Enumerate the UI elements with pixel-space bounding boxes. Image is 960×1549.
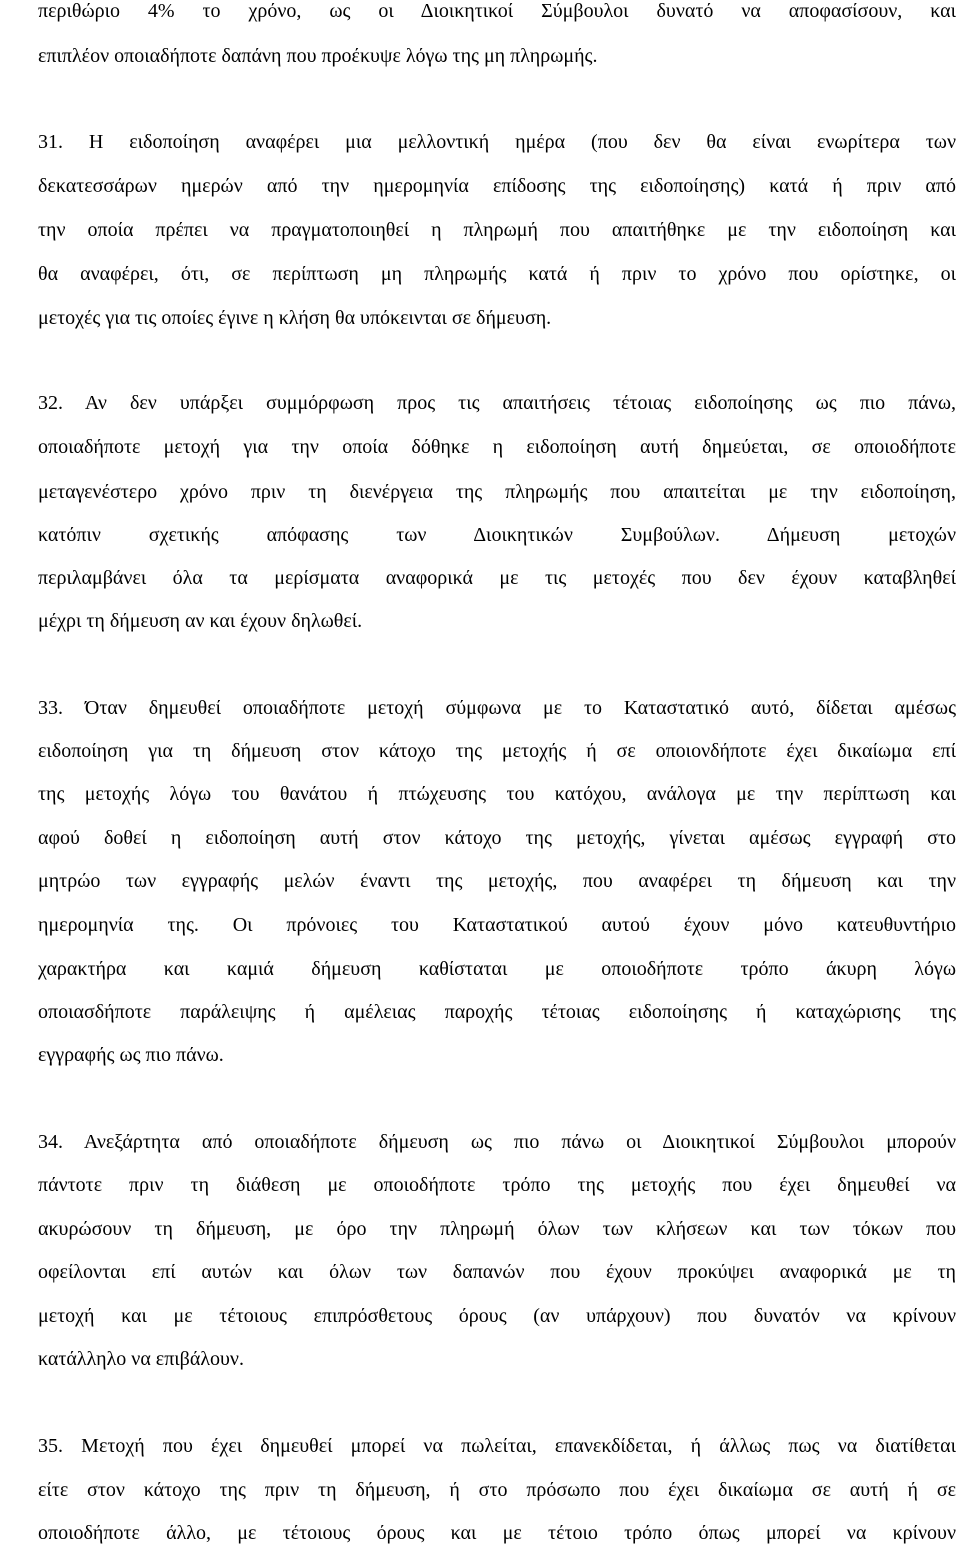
text-line: επιπλέον οποιαδήποτε δαπάνη που προέκυψε λόγω της μη πληρωμής. (38, 45, 598, 67)
text-line: θα αναφέρει, ότι, σε περίπτωση μη πληρωμής κατά ή πριν το χρόνο που ορίστηκε, οι (38, 263, 956, 285)
text-line: 33. Όταν δημευθεί οποιαδήποτε μετοχή σύμφωνα με το Καταστατικό αυτό, δίδεται αμέσως (38, 697, 956, 719)
text-line: οποιασδήποτε παράλειψης ή αμέλειας παροχής τέτοιας ειδοποίησης ή καταχώρισης της (38, 1001, 956, 1023)
text-line: 35. Μετοχή που έχει δημευθεί μπορεί να πωλείται, επανεκδίδεται, ή άλλως πως να διατίθεται (38, 1435, 956, 1457)
text-line: οφείλονται επί αυτών και όλων των δαπανών που έχουν προκύψει αναφορικά με τη (38, 1261, 956, 1283)
text-line: πάντοτε πριν τη διάθεση με οποιοδήποτε τρόπο της μετοχής που έχει δημευθεί να (38, 1174, 956, 1196)
text-line: μεταγενέστερο χρόνο πριν τη διενέργεια της πληρωμής που απαιτείται με την ειδοποίηση, (38, 481, 956, 503)
text-line: 31. Η ειδοποίηση αναφέρει μια μελλοντική ημέρα (που δεν θα είναι ενωρίτερα των (38, 131, 956, 153)
text-line: κατόπιν σχετικής απόφασης των Διοικητικών Συμβούλων. Δήμευση μετοχών (38, 524, 956, 546)
text-line: περιθώριο 4% το χρόνο, ως οι Διοικητικοί Σύμβουλοι δυνατό να αποφασίσουν, και (38, 0, 956, 22)
text-line: 34. Ανεξάρτητα από οποιαδήποτε δήμευση ως πιο πάνω οι Διοικητικοί Σύμβουλοι μπορούν (38, 1131, 956, 1153)
text-line: μετοχή και με τέτοιους επιπρόσθετους όρους (αν υπάρχουν) που δυνατόν να κρίνουν (38, 1305, 956, 1327)
text-line: μέχρι τη δήμευση αν και έχουν δηλωθεί. (38, 610, 363, 632)
text-line: ειδοποίηση για τη δήμευση στον κάτοχο της μετοχής ή σε οποιονδήποτε έχει δικαίωμα επί (38, 740, 956, 762)
text-line: αφού δοθεί η ειδοποίηση αυτή στον κάτοχο της μετοχής, γίνεται αμέσως εγγραφή στο (38, 827, 956, 849)
text-line: 32. Αν δεν υπάρξει συμμόρφωση προς τις απαιτήσεις τέτοιας ειδοποίησης ως πιο πάνω, (38, 392, 956, 414)
text-line: μετοχές για τις οποίες έγινε η κλήση θα υπόκεινται σε δήμευση. (38, 307, 552, 329)
text-line: την οποία πρέπει να πραγματοποιηθεί η πληρωμή που απαιτήθηκε με την ειδοποίηση και (38, 219, 956, 241)
text-line: εγγραφής ως πιο πάνω. (38, 1044, 224, 1066)
text-line: χαρακτήρα και καμιά δήμευση καθίσταται με οποιοδήποτε τρόπο άκυρη λόγω (38, 958, 956, 980)
text-line: οποιαδήποτε μετοχή για την οποία δόθηκε η ειδοποίηση αυτή δημεύεται, σε οποιοδήποτε (38, 436, 956, 458)
text-line: μητρώο των εγγραφής μελών έναντι της μετοχής, που αναφέρει τη δήμευση και την (38, 870, 956, 892)
text-line: ακυρώσουν τη δήμευση, με όρο την πληρωμή όλων των κλήσεων και των τόκων που (38, 1218, 956, 1240)
text-line: ημερομηνία της. Οι πρόνοιες του Καταστατικού αυτού έχουν μόνο κατευθυντήριο (38, 914, 956, 936)
text-line: είτε στον κάτοχο της πριν τη δήμευση, ή στο πρόσωπο που έχει δικαίωμα σε αυτή ή σε (38, 1479, 956, 1501)
text-line: οποιοδήποτε άλλο, με τέτοιους όρους και με τέτοιο τρόπο όπως μπορεί να κρίνουν (38, 1522, 956, 1544)
text-line: κατάλληλο να επιβάλουν. (38, 1348, 244, 1370)
text-line: δεκατεσσάρων ημερών από την ημερομηνία επίδοσης της ειδοποίησης) κατά ή πριν από (38, 175, 956, 197)
text-line: περιλαμβάνει όλα τα μερίσματα αναφορικά με τις μετοχές που δεν έχουν καταβληθεί (38, 567, 956, 589)
text-line: της μετοχής λόγω του θανάτου ή πτώχευσης του κατόχου, ανάλογα με την περίπτωση και (38, 783, 956, 805)
